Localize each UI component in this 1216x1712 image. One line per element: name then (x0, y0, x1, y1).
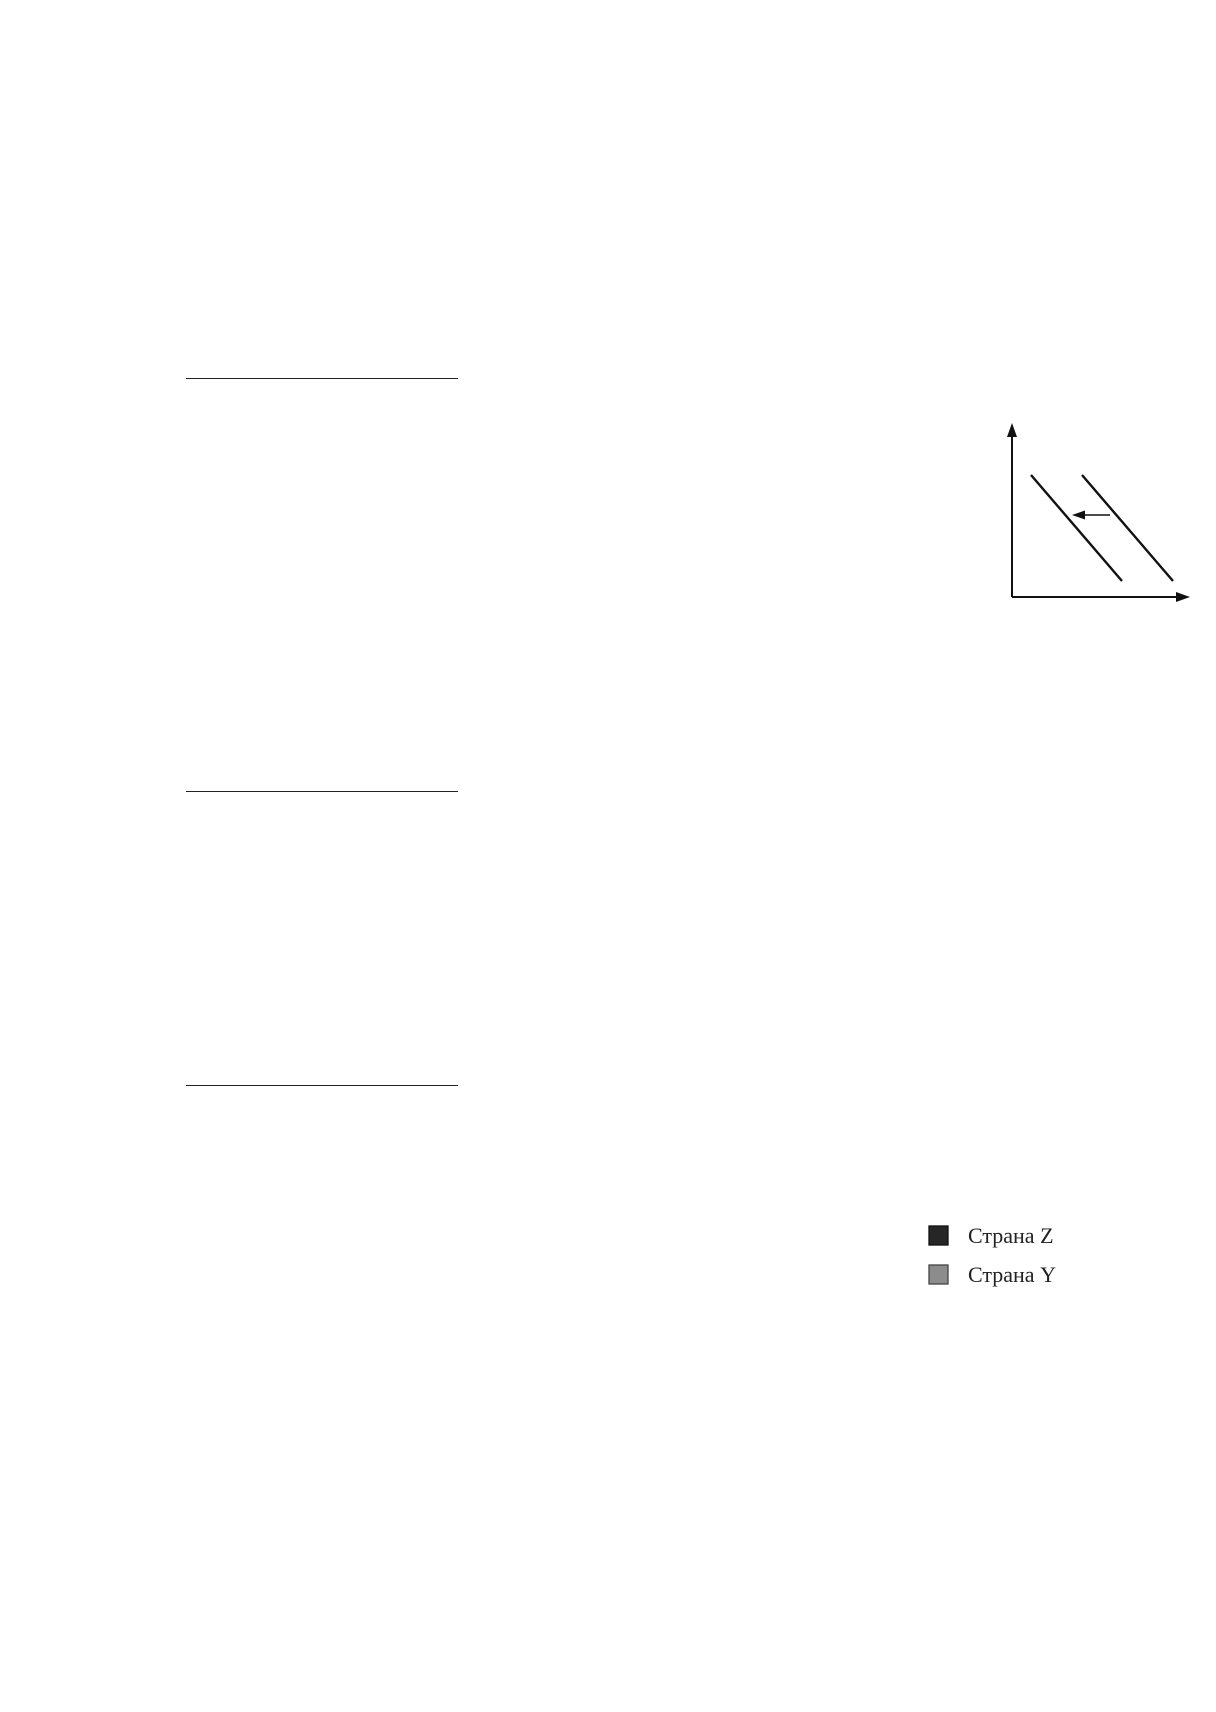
answer-field[interactable] (186, 773, 458, 792)
news-sources-bar-chart (220, 1210, 1100, 1570)
quantity-axis (1012, 592, 1190, 602)
shift-left-arrow-icon (1072, 511, 1110, 520)
price-axis (1007, 423, 1017, 597)
demand-shift-graph (975, 415, 1200, 630)
arrow-up-icon (1007, 423, 1017, 437)
arrow-right-icon (1176, 592, 1190, 602)
legend-label: Страна Z (968, 1223, 1054, 1248)
answer-field[interactable] (186, 360, 458, 379)
demand-curve-d (1082, 475, 1173, 581)
demand-curve-d1 (1031, 475, 1122, 581)
question-9-answer (168, 360, 468, 379)
legend-label: Страна Y (968, 1262, 1056, 1287)
answer-field[interactable] (186, 1067, 458, 1086)
question-10-answer (168, 773, 468, 792)
legend-swatch (929, 1265, 948, 1284)
legend-swatch (929, 1226, 948, 1245)
question-11-answer (168, 1067, 468, 1086)
